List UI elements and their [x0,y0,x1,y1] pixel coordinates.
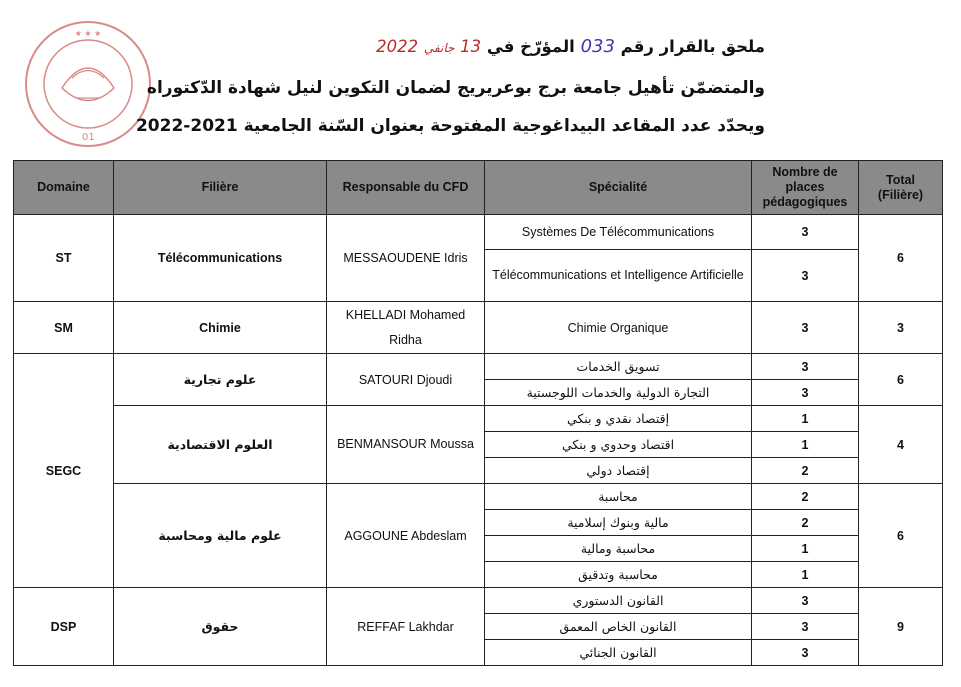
cell-responsable: MESSAOUDENE Idris [327,215,485,302]
cell-places: 3 [752,215,859,250]
cell-responsable: KHELLADI Mohamed Ridha [327,302,485,354]
cell-places: 1 [752,536,859,562]
table-row [14,406,943,432]
cell-specialite: محاسبة ومالية [485,536,752,562]
cell-total: 6 [859,354,943,406]
cell-specialite: محاسبة [485,484,752,510]
header-title: ملحق بالقرار رقم [620,37,765,56]
cell-specialite: إقتصاد دولي [485,458,752,484]
cell-total: 6 [859,484,943,588]
cell-domaine: SM [14,302,114,354]
cell-specialite: إقتصاد نقدي و بنكي [485,406,752,432]
header-specialite: Spécialité [485,161,752,215]
cell-filiere: حقوق [114,588,327,666]
header-responsable: Responsable du CFD [327,161,485,215]
cell-filiere: Télécommunications [114,215,327,302]
header-dated: المؤرّخ في [486,37,575,56]
cell-specialite: القانون الدستوري [485,588,752,614]
cell-domaine: SEGC [14,354,114,588]
cell-responsable: SATOURI Djoudi [327,354,485,406]
cell-places: 3 [752,640,859,666]
cell-places: 3 [752,250,859,302]
cell-places: 2 [752,510,859,536]
cell-domaine: DSP [14,588,114,666]
decree-day: 13 [460,37,482,56]
cell-total: 6 [859,215,943,302]
table-row [14,484,943,510]
cell-specialite: القانون الجنائي [485,640,752,666]
cell-filiere: Chimie [114,302,327,354]
header-places: Nombre de places pédagogiques [752,161,859,215]
cell-specialite: Télécommunications et Intelligence Artificielle [485,250,752,302]
header-line-3: ويحدّد عدد المقاعد البيداغوجية المفتوحة بعنوان السّنة الجامعية 2021-2022 [135,116,765,136]
svg-text:★ ★ ★: ★ ★ ★ [74,29,102,38]
cell-places: 3 [752,302,859,354]
header-filiere: Filière [114,161,327,215]
cell-places: 1 [752,432,859,458]
cell-specialite: مالية وبنوك إسلامية [485,510,752,536]
cell-specialite: التجارة الدولية والخدمات اللوجستية [485,380,752,406]
stamp-code: 01 [82,132,95,143]
cell-places: 1 [752,406,859,432]
decree-month: جانفي [423,41,455,55]
cell-places: 2 [752,484,859,510]
cell-specialite: Chimie Organique [485,302,752,354]
cell-places: 3 [752,614,859,640]
header-domaine: Domaine [14,161,114,215]
cell-total: 4 [859,406,943,484]
header-line-2: والمتضمّن تأهيل جامعة برج بوعريريج لضمان التكوين لنيل شهادة الدّكتوراه [146,78,765,98]
table-row [14,215,943,250]
cell-filiere: علوم مالية ومحاسبة [114,484,327,588]
decree-year: 2022 [376,37,419,56]
cell-total: 3 [859,302,943,354]
cell-responsable: BENMANSOUR Moussa [327,406,485,484]
table-row [14,588,943,614]
official-stamp [22,18,154,150]
cell-places: 3 [752,588,859,614]
decree-number: 033 [580,36,615,57]
cell-specialite: Systèmes De Télécommunications [485,215,752,250]
cell-places: 1 [752,562,859,588]
table-header-row [14,161,943,215]
cell-domaine: ST [14,215,114,302]
cell-responsable: REFFAF Lakhdar [327,588,485,666]
cell-specialite: اقتصاد وحدوي و بنكي [485,432,752,458]
table-row [14,302,943,354]
header-total: Total (Filière) [859,161,943,215]
cell-places: 3 [752,380,859,406]
cell-specialite: تسويق الخدمات [485,354,752,380]
header-line-1 [180,36,765,57]
cell-responsable: AGGOUNE Abdeslam [327,484,485,588]
cell-filiere: علوم تجارية [114,354,327,406]
seats-table [13,160,943,666]
cell-total: 9 [859,588,943,666]
cell-specialite: القانون الخاص المعمق [485,614,752,640]
table-row [14,354,943,380]
cell-places: 3 [752,354,859,380]
cell-filiere: العلوم الاقتصادية [114,406,327,484]
cell-specialite: محاسبة وتدقيق [485,562,752,588]
cell-places: 2 [752,458,859,484]
